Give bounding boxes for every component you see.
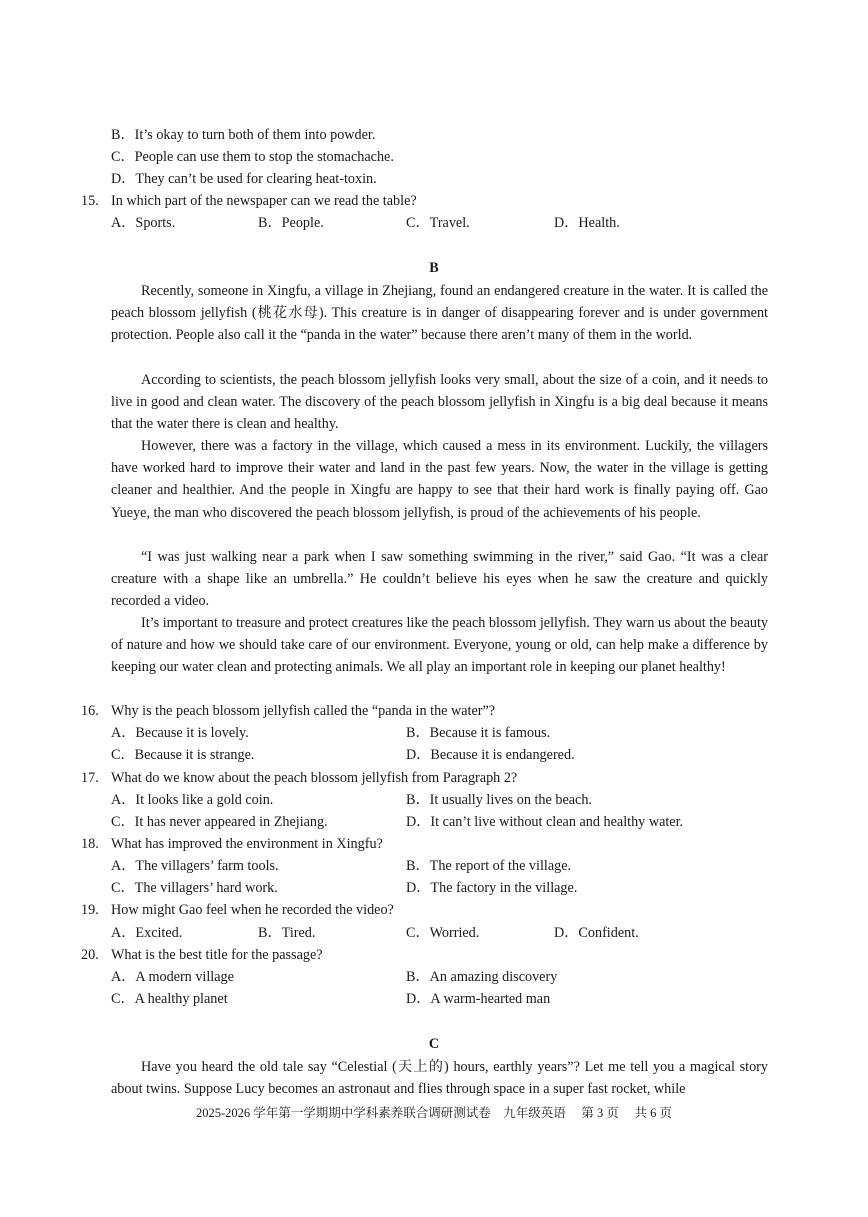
section-b-paragraph-2: According to scientists, the peach blossom jellyfish looks very small, about the size of a coin, and it needs to live in good and clean water. The discovery of the peach blossom jellyfish in Xingfu is a big deal because it means that the water there is clean and healthy. — [111, 372, 768, 433]
section-c-paragraph-1: Have you heard the old tale say “Celestial (天上的) hours, earthly years”? Let me tell you a magical story about twins. Suppose Lucy becomes an astronaut and flies through space in a super fast rocket, while — [111, 1059, 768, 1098]
section-c-heading: C — [428, 1036, 440, 1052]
section-b-heading: B — [429, 260, 439, 276]
q19-text: How might Gao feel when he recorded the video? — [111, 902, 394, 918]
q16-option-d: D．Because it is endangered. — [406, 747, 575, 763]
q16-text: Why is the peach blossom jellyfish called the “panda in the water”? — [111, 703, 496, 719]
q17-option-a: A．It looks like a gold coin. — [111, 792, 274, 808]
q17-number: 17. — [81, 770, 99, 786]
q19-option-d: D．Confident. — [554, 925, 639, 941]
q17-text: What do we know about the peach blossom jellyfish from Paragraph 2? — [111, 770, 518, 786]
q20-option-d: D．A warm-hearted man — [406, 991, 551, 1007]
q14-option-c: C．People can use them to stop the stomachache. — [111, 149, 394, 165]
q16-option-b: B．Because it is famous. — [406, 725, 551, 741]
q20-option-c: C．A healthy planet — [111, 991, 228, 1007]
q18-number: 18. — [81, 836, 99, 852]
q19-option-a: A．Excited. — [111, 925, 183, 941]
q15-option-a: A．Sports. — [111, 215, 176, 231]
q16-number: 16. — [81, 703, 99, 719]
q17-option-b: B．It usually lives on the beach. — [406, 792, 592, 808]
q18-option-d: D．The factory in the village. — [406, 880, 578, 896]
q20-option-a: A．A modern village — [111, 969, 234, 985]
q19-number: 19. — [81, 902, 99, 918]
q19-option-c: C．Worried. — [406, 925, 480, 941]
section-b-paragraph-4: “I was just walking near a park when I saw something swimming in the river,” said Gao. “It was a clear creature with a shape like an umbrella.” He couldn’t believe his eyes when he saw the creature and quickly recorded a video. — [111, 549, 768, 610]
q17-option-d: D．It can’t live without clean and healthy water. — [406, 814, 684, 830]
q18-option-c: C．The villagers’ hard work. — [111, 880, 278, 896]
q20-option-b: B．An amazing discovery — [406, 969, 558, 985]
section-b-paragraph-3: However, there was a factory in the village, which caused a mess in its environment. Luckily, the villagers have worked hard to improve their water and land in the past few years. Now, the water in the village is getting cleaner and healthier. And the people in Xingfu are happy to see that their hard work is finally paying off. Gao Yueye, the man who discovered the peach blossom jellyfish, is proud of the achievements of his people. — [111, 438, 768, 521]
section-b-paragraph-1: Recently, someone in Xingfu, a village in Zhejiang, found an endangered creature in the water. It is called the peach blossom jellyfish (桃花水母). This creature is in danger of disappearing forever and is under government protection. People also call it the “panda in the water” because there aren’t many of them in the world. — [111, 283, 768, 344]
q18-text: What has improved the environment in Xingfu? — [111, 836, 383, 852]
q15-text: In which part of the newspaper can we read the table? — [111, 193, 417, 209]
q15-option-d: D．Health. — [554, 215, 620, 231]
section-b-paragraph-5: It’s important to treasure and protect creatures like the peach blossom jellyfish. They warn us about the beauty of nature and how we should take care of our environment. Everyone, young or old, can help make a difference by keeping our water clean and protecting animals. We all play an important role in keeping our planet healthy! — [111, 615, 768, 676]
q15-number: 15. — [81, 193, 99, 209]
q15-option-b: B．People. — [258, 215, 324, 231]
q19-option-b: B．Tired. — [258, 925, 316, 941]
q18-option-b: B．The report of the village. — [406, 858, 572, 874]
q17-option-c: C．It has never appeared in Zhejiang. — [111, 814, 328, 830]
q16-option-a: A．Because it is lovely. — [111, 725, 249, 741]
q20-text: What is the best title for the passage? — [111, 947, 323, 963]
q20-number: 20. — [81, 947, 99, 963]
q18-option-a: A．The villagers’ farm tools. — [111, 858, 279, 874]
page-footer: 2025-2026 学年第一学期期中学科素养联合调研测试卷 九年级英语 第 3 页 共 6 页 — [195, 1106, 673, 1120]
q14-option-d: D．They can’t be used for clearing heat-toxin. — [111, 171, 377, 187]
q15-option-c: C．Travel. — [406, 215, 470, 231]
q16-option-c: C．Because it is strange. — [111, 747, 255, 763]
q14-option-b: B．It’s okay to turn both of them into powder. — [111, 127, 376, 143]
